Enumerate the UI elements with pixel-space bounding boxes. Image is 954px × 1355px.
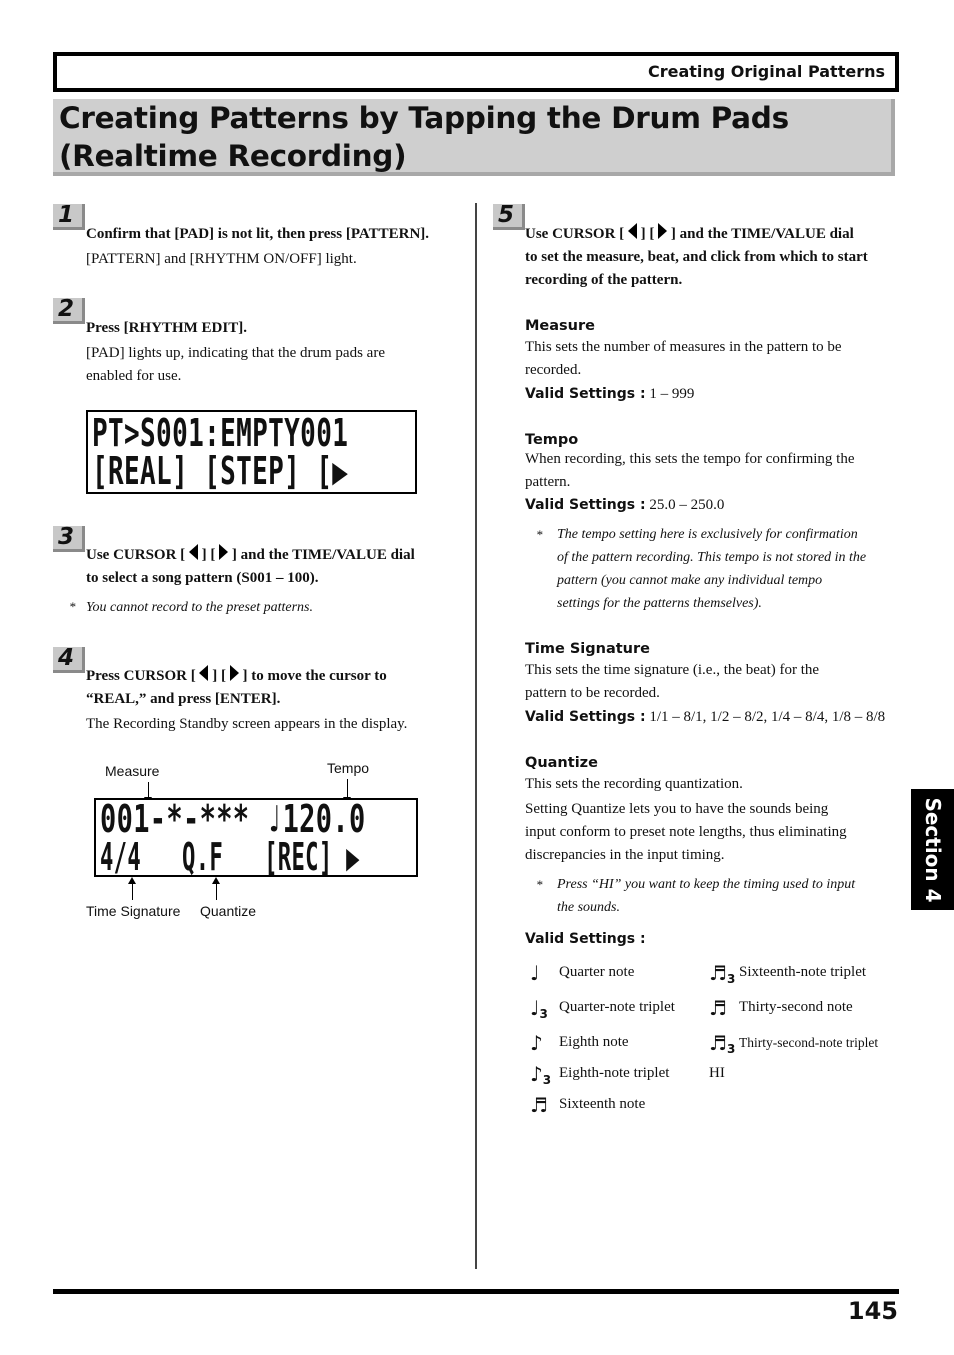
quantize-option-label: HI	[709, 1065, 725, 1081]
thirty-second-note-icon: ♬	[709, 996, 727, 1020]
section-tab-label: Section 4	[920, 796, 945, 903]
lcd-pattern-display	[86, 410, 417, 494]
quantize-heading: Quantize	[525, 755, 598, 771]
step-badge-4: 4	[53, 647, 85, 673]
quantize-desc-line1: This sets the recording quantization.	[525, 776, 743, 792]
quantize-option-label: Quarter note	[559, 964, 635, 980]
quantize-option-label: Eighth note	[559, 1034, 629, 1050]
lcd-line-1: PT>S001:EMPTY001	[92, 411, 349, 455]
header-section-title: Creating Original Patterns	[647, 62, 885, 81]
quantize-arrow	[216, 883, 217, 900]
cursor-left-icon	[189, 544, 198, 560]
step-badge-3: 3	[53, 526, 85, 552]
quantize-note-line1: Press “HI” you want to keep the timing used to input	[557, 877, 856, 892]
tempo-valid-settings: Valid Settings : 25.0 – 250.0	[525, 497, 725, 513]
time-signature-valid-settings: Valid Settings : 1/1 – 8/1, 1/2 – 8/2, 1/4 – 8/4, 1/8 – 8/8	[525, 709, 886, 725]
quantize-desc-line2: Setting Quantize lets you to have the sounds being	[525, 801, 829, 817]
step-badge-2: 2	[53, 298, 85, 324]
footer-rule	[53, 1289, 899, 1294]
measure-desc-line2: recorded.	[525, 362, 582, 378]
eighth-note-triplet-icon: $♪_3$	[530, 1062, 552, 1087]
tempo-note-line1: The tempo setting here is exclusively for confirmation	[557, 527, 858, 542]
cursor-left-icon	[199, 665, 208, 681]
page-title-line1: Creating Patterns by Tapping the Drum Pads	[59, 101, 789, 135]
step3-note: You cannot record to the preset patterns.	[86, 600, 313, 615]
cursor-left-icon	[628, 223, 637, 239]
tempo-desc-line1: When recording, this sets the tempo for confirming the	[525, 451, 855, 467]
step5-instruction-line3: recording of the pattern.	[525, 272, 683, 288]
quantize-desc-line4: discrepancies in the input timing.	[525, 847, 725, 863]
lcd-line-2: 4/4 Q.F [REC] ▶	[100, 835, 360, 879]
running-header	[53, 52, 899, 92]
quantize-note-mark: *	[536, 877, 543, 892]
quantize-desc-line3: input conform to preset note lengths, thus eliminating	[525, 824, 847, 840]
tempo-arrow	[347, 779, 348, 798]
step4-result: The Recording Standby screen appears in the display.	[86, 716, 408, 732]
step5-instruction-line1: Use CURSOR [ ] [ ] and the TIME/VALUE dial	[525, 223, 854, 246]
page-title	[59, 99, 789, 175]
tempo-note-line4: settings for the patterns themselves).	[557, 596, 762, 611]
quarter-note-icon: ♩	[530, 961, 540, 985]
page-title-box	[53, 99, 895, 176]
time-signature-heading: Time Signature	[525, 641, 650, 657]
cursor-right-icon	[230, 665, 239, 681]
cursor-right-icon	[219, 544, 228, 560]
quantize-option-label: Eighth-note triplet	[559, 1065, 670, 1081]
callout-tempo: Tempo	[327, 760, 370, 776]
thirty-second-note-triplet-icon: $♬_3$	[709, 1031, 736, 1056]
step3-instruction-line2: to select a song pattern (S001 – 100).	[86, 570, 319, 586]
step2-result-line2: enabled for use.	[86, 368, 182, 384]
measure-desc-line1: This sets the number of measures in the pattern to be	[525, 339, 842, 355]
callout-time-signature: Time Signature	[86, 903, 181, 919]
page-title-line2: (Realtime Recording)	[59, 139, 407, 173]
step5-instruction-line2: to set the measure, beat, and click from which to start	[525, 249, 868, 265]
quantize-option-label: Sixteenth-note triplet	[739, 964, 867, 980]
tempo-note-mark: *	[536, 527, 543, 542]
step-badge-1: 1	[53, 204, 85, 230]
quantize-option-label: Sixteenth note	[559, 1096, 646, 1112]
step2-result-line1: [PAD] lights up, indicating that the drum pads are	[86, 345, 385, 361]
sixteenth-note-icon: ♬	[530, 1093, 548, 1117]
sixteenth-note-triplet-icon: $♬_3$	[709, 961, 736, 986]
lcd-line-2: [REAL] [STEP] [▶	[92, 449, 349, 493]
step2-instruction: Press [RHYTHM EDIT].	[86, 320, 247, 336]
page-number: 145	[847, 1297, 898, 1325]
tempo-desc-line2: pattern.	[525, 474, 571, 490]
measure-valid-settings: Valid Settings : 1 – 999	[525, 386, 695, 402]
step3-instruction-line1: Use CURSOR [ ] [ ] and the TIME/VALUE dial	[86, 544, 415, 567]
time-signature-arrow	[132, 883, 133, 900]
cursor-right-icon	[658, 223, 667, 239]
time-signature-desc-line2: pattern to be recorded.	[525, 685, 660, 701]
lcd-line-1: 001-*-*** ♩120.0	[100, 797, 366, 841]
measure-arrow	[148, 782, 149, 798]
step4-instruction-line2: “REAL,” and press [ENTER].	[86, 691, 281, 707]
lcd-recording-standby	[94, 798, 418, 877]
quantize-option-label: Quarter-note triplet	[559, 999, 675, 1015]
quarter-note-triplet-icon: $♩_3$	[530, 996, 548, 1021]
quantize-note-line2: the sounds.	[557, 900, 620, 915]
measure-heading: Measure	[525, 318, 595, 334]
step4-instruction-line1: Press CURSOR [ ] [ ] to move the cursor to	[86, 665, 387, 688]
tempo-heading: Tempo	[525, 432, 579, 448]
step-badge-5: 5	[493, 204, 525, 230]
step3-note-mark: *	[69, 599, 76, 614]
callout-measure: Measure	[105, 763, 160, 779]
quantize-option-label: Thirty-second note	[739, 999, 853, 1015]
section-tab	[911, 789, 954, 910]
callout-quantize: Quantize	[200, 903, 257, 919]
quantize-valid-settings-label: Valid Settings :	[525, 931, 646, 947]
time-signature-desc-line1: This sets the time signature (i.e., the beat) for the	[525, 662, 820, 678]
eighth-note-icon: ♪	[530, 1031, 543, 1055]
step1-instruction: Confirm that [PAD] is not lit, then press [PATTERN].	[86, 226, 430, 242]
step1-result: [PATTERN] and [RHYTHM ON/OFF] light.	[86, 251, 357, 267]
tempo-note-line3: pattern (you cannot make any individual tempo	[557, 573, 823, 588]
column-divider	[475, 203, 477, 1269]
quantize-option-label: Thirty-second-note triplet	[739, 1035, 879, 1050]
tempo-note-line2: of the pattern recording. This tempo is not stored in the	[557, 550, 867, 565]
